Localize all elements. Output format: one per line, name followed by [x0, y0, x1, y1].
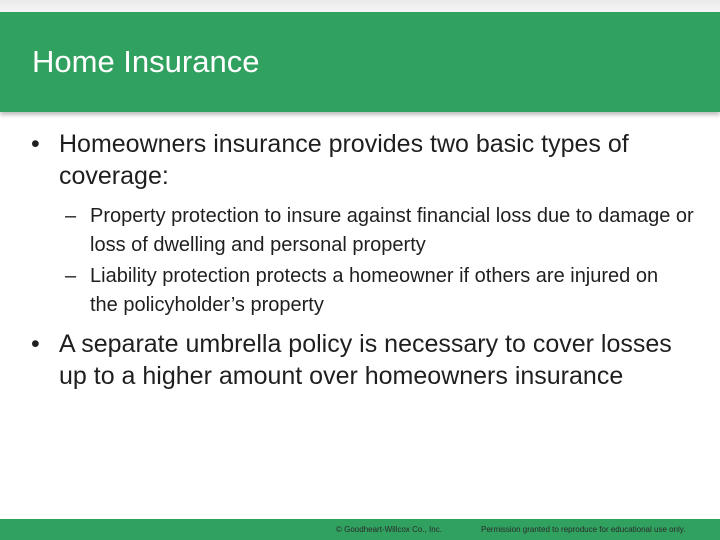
- footer-copyright: © Goodheart-Willcox Co., Inc.: [336, 525, 442, 534]
- bullet-text: A separate umbrella policy is necessary to cover losses up to a higher amount over homeowners insurance: [59, 330, 672, 390]
- bullet-item: [31, 128, 709, 192]
- sub-bullet-marker: –: [65, 265, 77, 287]
- bullet-marker: •: [31, 330, 40, 358]
- bullet-text: Homeowners insurance provides two basic types of coverage:: [59, 130, 629, 190]
- bullet-item: [31, 328, 679, 392]
- sub-bullet-marker: –: [65, 205, 77, 227]
- sub-bullet-text: Property protection to insure against financial loss due to damage or loss of dwelling and personal property: [90, 205, 694, 256]
- bullet-marker: •: [31, 130, 40, 158]
- sub-bullet-item: [65, 202, 710, 260]
- top-shadow: [0, 0, 720, 12]
- slide-title: Home Insurance: [32, 44, 260, 79]
- footer-permission: Permission granted to reproduce for educational use only.: [481, 525, 686, 534]
- sub-bullet-text: Liability protection protects a homeowner if others are injured on the policyholder’s property: [90, 265, 659, 316]
- sub-bullet-item: [65, 262, 690, 320]
